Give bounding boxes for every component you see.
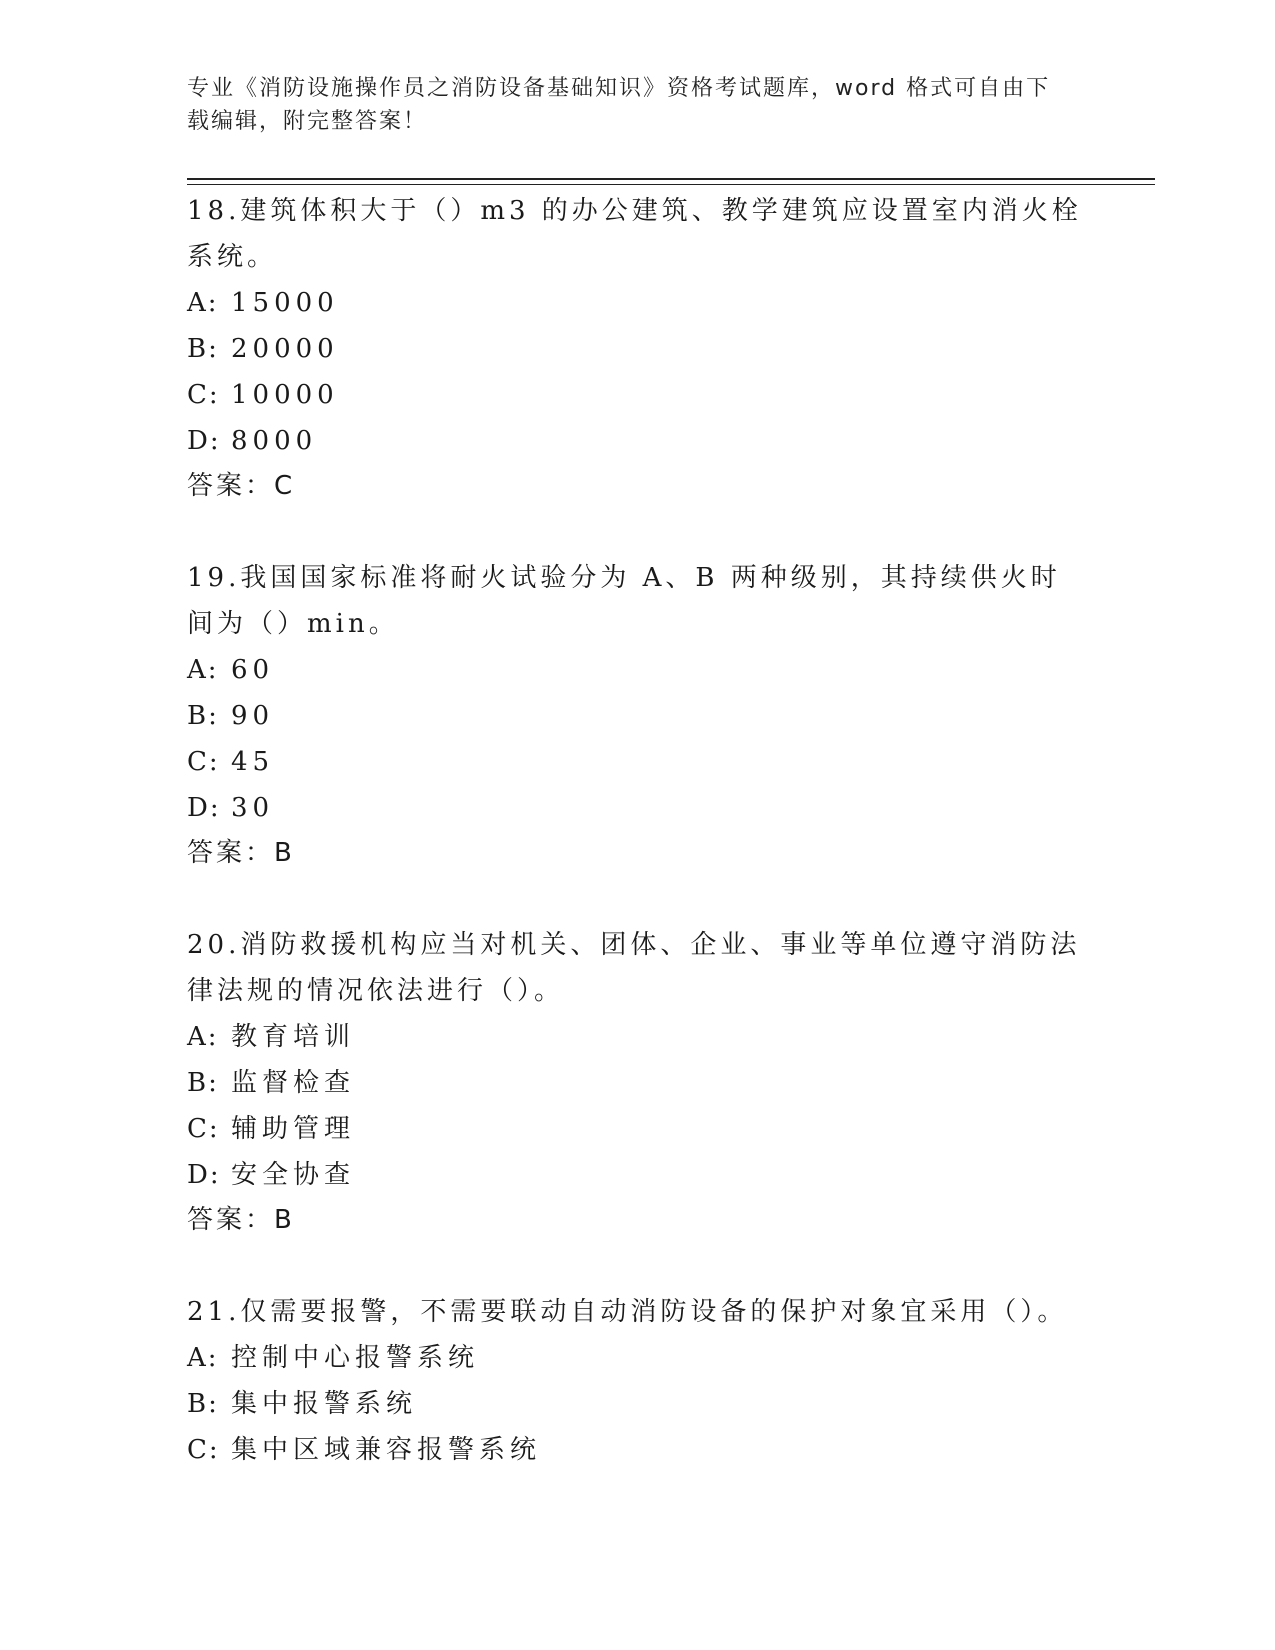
option-text: 90 bbox=[231, 701, 275, 731]
header-divider-thin bbox=[187, 184, 1155, 185]
option-text: 8000 bbox=[231, 426, 318, 456]
option-b bbox=[187, 1060, 1087, 1106]
option-letter: B: bbox=[187, 701, 219, 731]
header-line-1: 专业《消防设施操作员之消防设备基础知识》资格考试题库，word 格式可自由下 bbox=[187, 76, 1051, 101]
option-text: 30 bbox=[231, 793, 275, 823]
option-text: 辅助管理 bbox=[231, 1114, 356, 1144]
option-letter: C: bbox=[187, 1435, 220, 1465]
option-letter: B: bbox=[187, 334, 219, 364]
header-line-2: 载编辑，附完整答案！ bbox=[187, 109, 428, 134]
option-letter: B: bbox=[187, 1389, 219, 1419]
option-text: 45 bbox=[231, 747, 275, 777]
question-stem: 18.建筑体积大于（）m3 的办公建筑、教学建筑应设置室内消火栓系统。 bbox=[187, 196, 1082, 272]
option-b bbox=[187, 693, 1087, 739]
question-stem: 21.仅需要报警，不需要联动自动消防设备的保护对象宜采用（）。 bbox=[187, 1297, 1068, 1327]
option-a bbox=[187, 647, 1087, 693]
option-letter: C: bbox=[187, 380, 220, 410]
option-text: 监督检查 bbox=[231, 1068, 356, 1098]
option-text: 教育培训 bbox=[231, 1022, 356, 1052]
page-header bbox=[187, 72, 1067, 138]
question-21 bbox=[187, 1289, 1087, 1473]
option-a bbox=[187, 1014, 1087, 1060]
option-letter: C: bbox=[187, 747, 220, 777]
question-list bbox=[187, 188, 1087, 1520]
option-letter: C: bbox=[187, 1114, 220, 1144]
option-b bbox=[187, 1381, 1087, 1427]
answer-label: 答案：B bbox=[187, 1205, 295, 1235]
option-text: 控制中心报警系统 bbox=[231, 1343, 480, 1373]
option-letter: A: bbox=[187, 288, 219, 318]
question-stem: 19.我国国家标准将耐火试验分为 A、B 两种级别，其持续供火时间为（）min。 bbox=[187, 563, 1061, 639]
header-divider-thick bbox=[187, 178, 1155, 180]
option-a bbox=[187, 1335, 1087, 1381]
option-d bbox=[187, 418, 1087, 464]
option-c bbox=[187, 739, 1087, 785]
question-20 bbox=[187, 922, 1087, 1242]
question-stem: 20.消防救援机构应当对机关、团体、企业、事业等单位遵守消防法律法规的情况依法进行（）。 bbox=[187, 930, 1081, 1006]
answer-label: 答案：B bbox=[187, 838, 295, 868]
option-letter: A: bbox=[187, 1343, 219, 1373]
option-text: 60 bbox=[231, 655, 275, 685]
question-19 bbox=[187, 555, 1087, 875]
answer-label: 答案：C bbox=[187, 471, 296, 501]
option-text: 集中报警系统 bbox=[231, 1389, 418, 1419]
option-letter: D: bbox=[187, 1160, 221, 1190]
option-letter: D: bbox=[187, 426, 221, 456]
option-text: 20000 bbox=[231, 334, 339, 364]
option-letter: D: bbox=[187, 793, 221, 823]
option-d bbox=[187, 785, 1087, 831]
option-letter: B: bbox=[187, 1068, 219, 1098]
option-b bbox=[187, 326, 1087, 372]
option-letter: A: bbox=[187, 1022, 219, 1052]
option-a bbox=[187, 280, 1087, 326]
option-text: 10000 bbox=[231, 380, 339, 410]
option-text: 15000 bbox=[231, 288, 339, 318]
option-c bbox=[187, 1427, 1087, 1473]
question-18 bbox=[187, 188, 1087, 508]
option-text: 集中区域兼容报警系统 bbox=[231, 1435, 542, 1465]
option-letter: A: bbox=[187, 655, 219, 685]
option-c bbox=[187, 372, 1087, 418]
option-text: 安全协查 bbox=[231, 1160, 356, 1190]
option-d bbox=[187, 1152, 1087, 1198]
option-c bbox=[187, 1106, 1087, 1152]
